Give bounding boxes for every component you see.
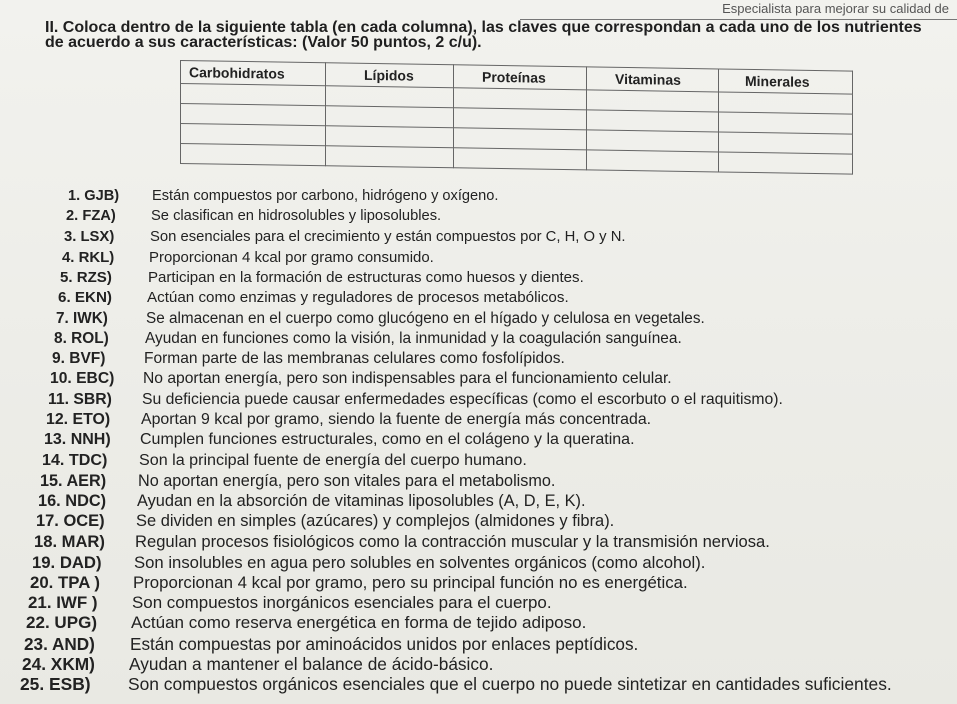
clue-text: Son compuestos orgánicos esenciales que el cuerpo no puede sintetizar en cantidades suficientes. — [128, 674, 892, 694]
clue-code: 14. TDC) — [42, 451, 108, 470]
clue-text: Son la principal fuente de energía del cuerpo humano. — [139, 451, 527, 470]
clue-text: Cumplen funciones estructurales, como en el colágeno y la queratina. — [140, 431, 635, 448]
clue-text: Participan en la formación de estructuras como huesos y dientes. — [148, 269, 584, 286]
clue-code: 21. IWF ) — [28, 593, 98, 612]
list-item — [42, 451, 527, 470]
list-item — [58, 289, 569, 306]
list-item — [64, 229, 626, 245]
clue-text: Forman parte de las membranas celulares como fosfolípidos. — [144, 350, 565, 367]
answer-cell[interactable] — [719, 112, 853, 134]
list-item — [32, 553, 705, 573]
list-item — [60, 269, 584, 286]
column-header: Lípidos — [326, 63, 454, 88]
clue-code: 6. EKN) — [58, 289, 112, 307]
clue-text: No aportan energía, pero son vitales para el metabolismo. — [138, 471, 556, 490]
answer-cell[interactable] — [719, 152, 853, 174]
answer-cell[interactable] — [181, 124, 326, 146]
instructions-line-2: de acuerdo a sus características: (Valor 50 puntos, 2 c/u). — [45, 34, 482, 51]
list-item — [40, 472, 555, 491]
clue-text: Ayudan en funciones como la visión, la inmunidad y la coagulación sanguínea. — [145, 329, 682, 347]
list-item — [20, 674, 892, 695]
clue-code: 4. RKL) — [62, 248, 115, 266]
answer-cell[interactable] — [326, 106, 454, 128]
column-header: Carbohidratos — [181, 61, 326, 86]
answer-cell[interactable] — [181, 144, 326, 166]
clue-text: Proporcionan 4 kcal por gramo, pero su principal función no es energética. — [133, 572, 688, 592]
answer-cell[interactable] — [326, 146, 454, 168]
clue-text: Son esenciales para el crecimiento y están compuestos por C, H, O y N. — [150, 228, 626, 245]
clue-code: 18. MAR) — [34, 532, 105, 552]
answer-cell[interactable] — [181, 84, 326, 106]
clue-text: Se clasifican en hidrosolubles y liposolubles. — [151, 208, 442, 225]
answer-cell[interactable] — [454, 88, 587, 110]
clue-code: 5. RZS) — [60, 269, 112, 286]
list-item — [26, 613, 586, 633]
clue-text: Proporcionan 4 kcal por gramo consumido. — [149, 248, 434, 266]
instructions-line-1: II. Coloca dentro de la siguiente tabla (en cada columna), las claves que correspondan a cada uno de los nutrientes — [45, 19, 922, 36]
list-item — [50, 370, 672, 388]
clue-code: 3. LSX) — [64, 228, 115, 245]
answer-cell[interactable] — [326, 86, 454, 108]
clue-code: 2. FZA) — [66, 208, 116, 225]
clue-code: 23. AND) — [24, 633, 95, 654]
answer-cell[interactable] — [587, 130, 719, 152]
clue-code: 19. DAD) — [32, 552, 102, 572]
list-item — [22, 654, 493, 675]
answer-cell[interactable] — [587, 150, 719, 172]
clue-code: 12. ETO) — [46, 410, 111, 428]
answer-cell[interactable] — [181, 104, 326, 126]
answer-cell[interactable] — [587, 90, 719, 112]
clue-text: Se dividen en simples (azúcares) y complejos (almidones y fibra). — [136, 512, 615, 530]
list-item — [66, 208, 441, 224]
list-item — [36, 512, 614, 531]
list-item — [68, 188, 498, 204]
answer-cell[interactable] — [454, 148, 587, 170]
instructions — [45, 20, 945, 50]
list-item — [38, 492, 585, 511]
list-item — [34, 532, 770, 552]
answer-cell[interactable] — [719, 92, 853, 114]
clue-text: Su deficiencia puede causar enfermedades específicas (como el escorbuto o el raquitismo). — [142, 390, 783, 408]
list-item — [56, 310, 705, 328]
clue-code: 16. NDC) — [38, 491, 107, 510]
clue-code: 15. AER) — [40, 471, 107, 490]
clue-text: Ayudan a mantener el balance de ácido-básico. — [129, 653, 494, 674]
answer-cell[interactable] — [326, 126, 454, 148]
answer-cell[interactable] — [454, 128, 587, 150]
clue-code: 1. GJB) — [68, 188, 120, 204]
clue-text: Ayudan en la absorción de vitaminas liposolubles (A, D, E, K). — [137, 491, 586, 510]
clue-code: 7. IWK) — [56, 309, 108, 327]
clue-text: Regulan procesos fisiológicos como la contracción muscular y la transmisión nerviosa. — [135, 532, 770, 552]
list-item — [24, 634, 638, 655]
list-item — [44, 431, 635, 449]
answer-cell[interactable] — [454, 108, 587, 130]
column-header: Vitaminas — [587, 67, 719, 92]
clue-text: Actúan como enzimas y reguladores de procesos metabólicos. — [147, 289, 569, 307]
table-body — [181, 84, 853, 175]
clue-text: Se almacenan en el cuerpo como glucógeno en el hígado y celulosa en vegetales. — [146, 309, 705, 327]
list-item — [46, 411, 651, 429]
nutrient-table — [180, 60, 853, 175]
clue-code: 11. SBR) — [48, 390, 112, 408]
clue-text: Están compuestas por aminoácidos unidos por enlaces peptídicos. — [130, 633, 639, 654]
list-item — [54, 330, 682, 348]
clue-code: 13. NNH) — [44, 431, 111, 448]
clue-code: 22. UPG) — [26, 613, 97, 633]
clue-text: Son insolubles en agua pero solubles en solventes orgánicos (como alcohol). — [134, 552, 706, 572]
list-item — [28, 593, 552, 613]
list-item — [62, 249, 434, 266]
clue-text: Están compuestos por carbono, hidrógeno y oxígeno. — [152, 188, 499, 204]
column-header: Proteínas — [454, 65, 587, 90]
answer-cell[interactable] — [587, 110, 719, 132]
clue-code: 10. EBC) — [50, 370, 115, 388]
clue-code: 9. BVF) — [52, 350, 106, 367]
list-item — [30, 573, 688, 593]
clue-code: 20. TPA ) — [30, 572, 100, 592]
clue-code: 24. XKM) — [22, 653, 95, 674]
clue-text: No aportan energía, pero son indispensables para el funcionamiento celular. — [143, 370, 672, 388]
clue-code: 25. ESB) — [20, 674, 91, 694]
column-header: Minerales — [719, 69, 853, 94]
clue-code: 8. ROL) — [54, 329, 109, 347]
top-note: Especialista para mejorar su calidad de — [520, 0, 957, 20]
answer-cell[interactable] — [719, 132, 853, 154]
clue-text: Actúan como reserva energética en forma de tejido adiposo. — [131, 613, 587, 633]
clue-text: Son compuestos inorgánicos esenciales para el cuerpo. — [132, 593, 552, 612]
clue-code: 17. OCE) — [36, 512, 105, 530]
list-item — [48, 391, 783, 409]
list-item — [52, 350, 565, 368]
clue-text: Aportan 9 kcal por gramo, siendo la fuente de energía más concentrada. — [141, 410, 652, 428]
